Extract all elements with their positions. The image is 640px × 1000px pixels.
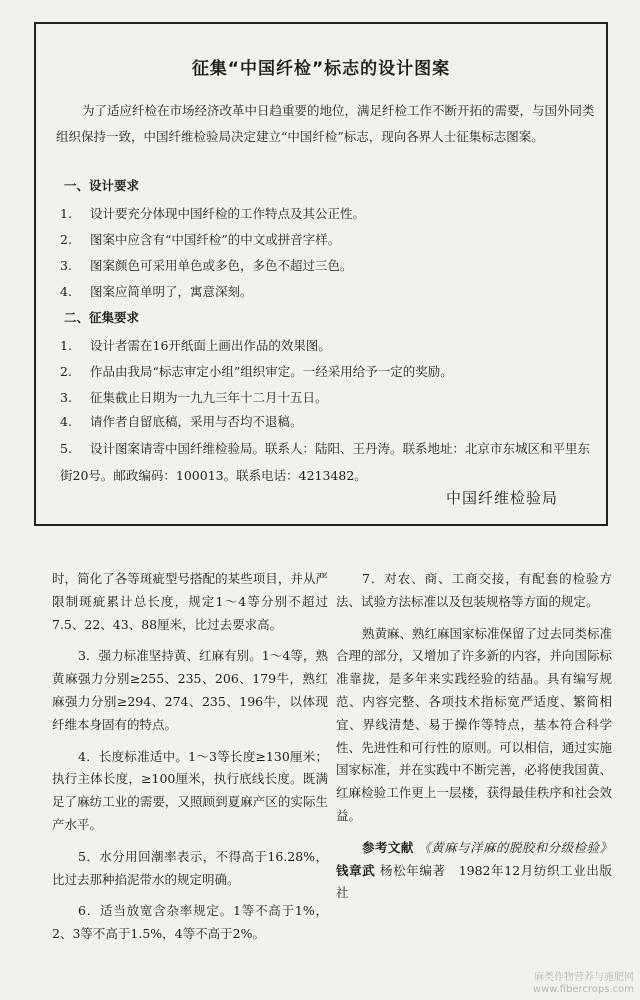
design-item: 2. 图案中应含有“中国纤检”的中文或拼音字样。 [60, 232, 341, 247]
collection-requirements-heading: 二、征集要求 [64, 310, 140, 325]
article-paragraph: 3．强力标准坚持黄、红麻有别。1～4等，熟黄麻强力分别≥255、235、206、179牛，熟红麻强力分别≥294、274、235、196牛，以体现纤维本身固有的特点。 [52, 648, 328, 732]
reference-details: 杨松年编著 1982年12月纺织工业出版社 [336, 862, 612, 901]
collection-item: 1. 设计者需在16开纸面上画出作品的效果图。 [60, 338, 331, 353]
notice-title: 征集“中国纤检”标志的设计图案 [191, 59, 451, 79]
site-watermark [533, 972, 634, 996]
notice-box [34, 22, 608, 526]
reference-author: 钱章武 [336, 862, 376, 878]
reference-label: 参考文献 [362, 839, 414, 855]
design-requirements-heading: 一、设计要求 [64, 178, 140, 193]
article-paragraph: 熟黄麻、熟红麻国家标准保留了过去同类标准合理的部分，又增加了许多新的内容，并向国际标准靠拢，是多年来实践经验的结晶。具有编写规范、内容完整、各项技术指标宽严适度、繁简相宜、界线清楚、易于操作等特点，基本符合科学性、先进性和可行性的原则。可以相信，通过实施国家标准，并在实践中不断完善，必将使我国黄、红麻检验工作更上一层楼，获得最佳秩序和社会效益。 [336, 625, 613, 823]
article-right-column [336, 568, 612, 905]
article-paragraph: 6．适当放宽含杂率规定。1等不高于1%，2、3等不高于1.5%，4等不高于2%。 [52, 903, 328, 942]
reference-book-title: 《黄麻与洋麻的脱胶和分级检验》 [418, 839, 612, 855]
watermark-title: 麻类作物营养与施肥网 [534, 972, 634, 983]
article-paragraph: 时，简化了各等斑疵型号搭配的某些项目，并从严限制斑疵累计总长度，规定1～4等分别不超过7.5、22、43、88厘米，比过去要求高。 [52, 571, 328, 632]
article-left-column [52, 568, 328, 946]
collection-item: 2. 作品由我局“标志审定小组”组织审定。一经采用给予一定的奖励。 [60, 364, 453, 379]
article-paragraph: 4．长度标准适中。1～3等长度≥130厘米；执行主体长度，≥100厘米，执行底线长度。既满足了麻纺工业的需要，又照顾到夏麻产区的实际生产水平。 [52, 748, 328, 832]
reference-entry [336, 837, 612, 905]
design-item: 1. 设计要充分体现中国纤检的工作特点及其公正性。 [60, 206, 366, 221]
watermark-url: www.fibercrops.com [532, 984, 634, 995]
article-paragraph: 5．水分用回潮率表示，不得高于16.28%，比过去那种掐泥带水的规定明确。 [52, 848, 328, 887]
design-item: 3. 图案颜色可采用单色或多色，多色不超过三色。 [60, 258, 353, 273]
notice-intro: 为了适应纤检在市场经济改革中日趋重要的地位，满足纤检工作不断开拓的需要，与国外同类组织保持一致，中国纤维检验局决定建立“中国纤检”标志，现向各界人士征集标志图案。 [56, 103, 595, 144]
collection-item: 3. 征集截止日期为一九九三年十二月十五日。 [60, 390, 328, 405]
collection-item: 4. 请作者自留底稿，采用与否均不退稿。 [60, 414, 303, 429]
notice-signature: 中国纤维检验局 [445, 489, 558, 507]
article-paragraph: 7．对农、商、工商交接，有配套的检验方法、试验方法标准以及包装规格等方面的规定。 [336, 571, 612, 609]
design-item: 4. 图案应简单明了，寓意深刻。 [60, 284, 253, 299]
collection-item: 5. 设计图案请寄中国纤维检验局。联系人：陆阳、王丹涛。联系地址：北京市东城区和平里东街20号。邮政编码：100013。联系电话：4213482。 [60, 441, 591, 483]
